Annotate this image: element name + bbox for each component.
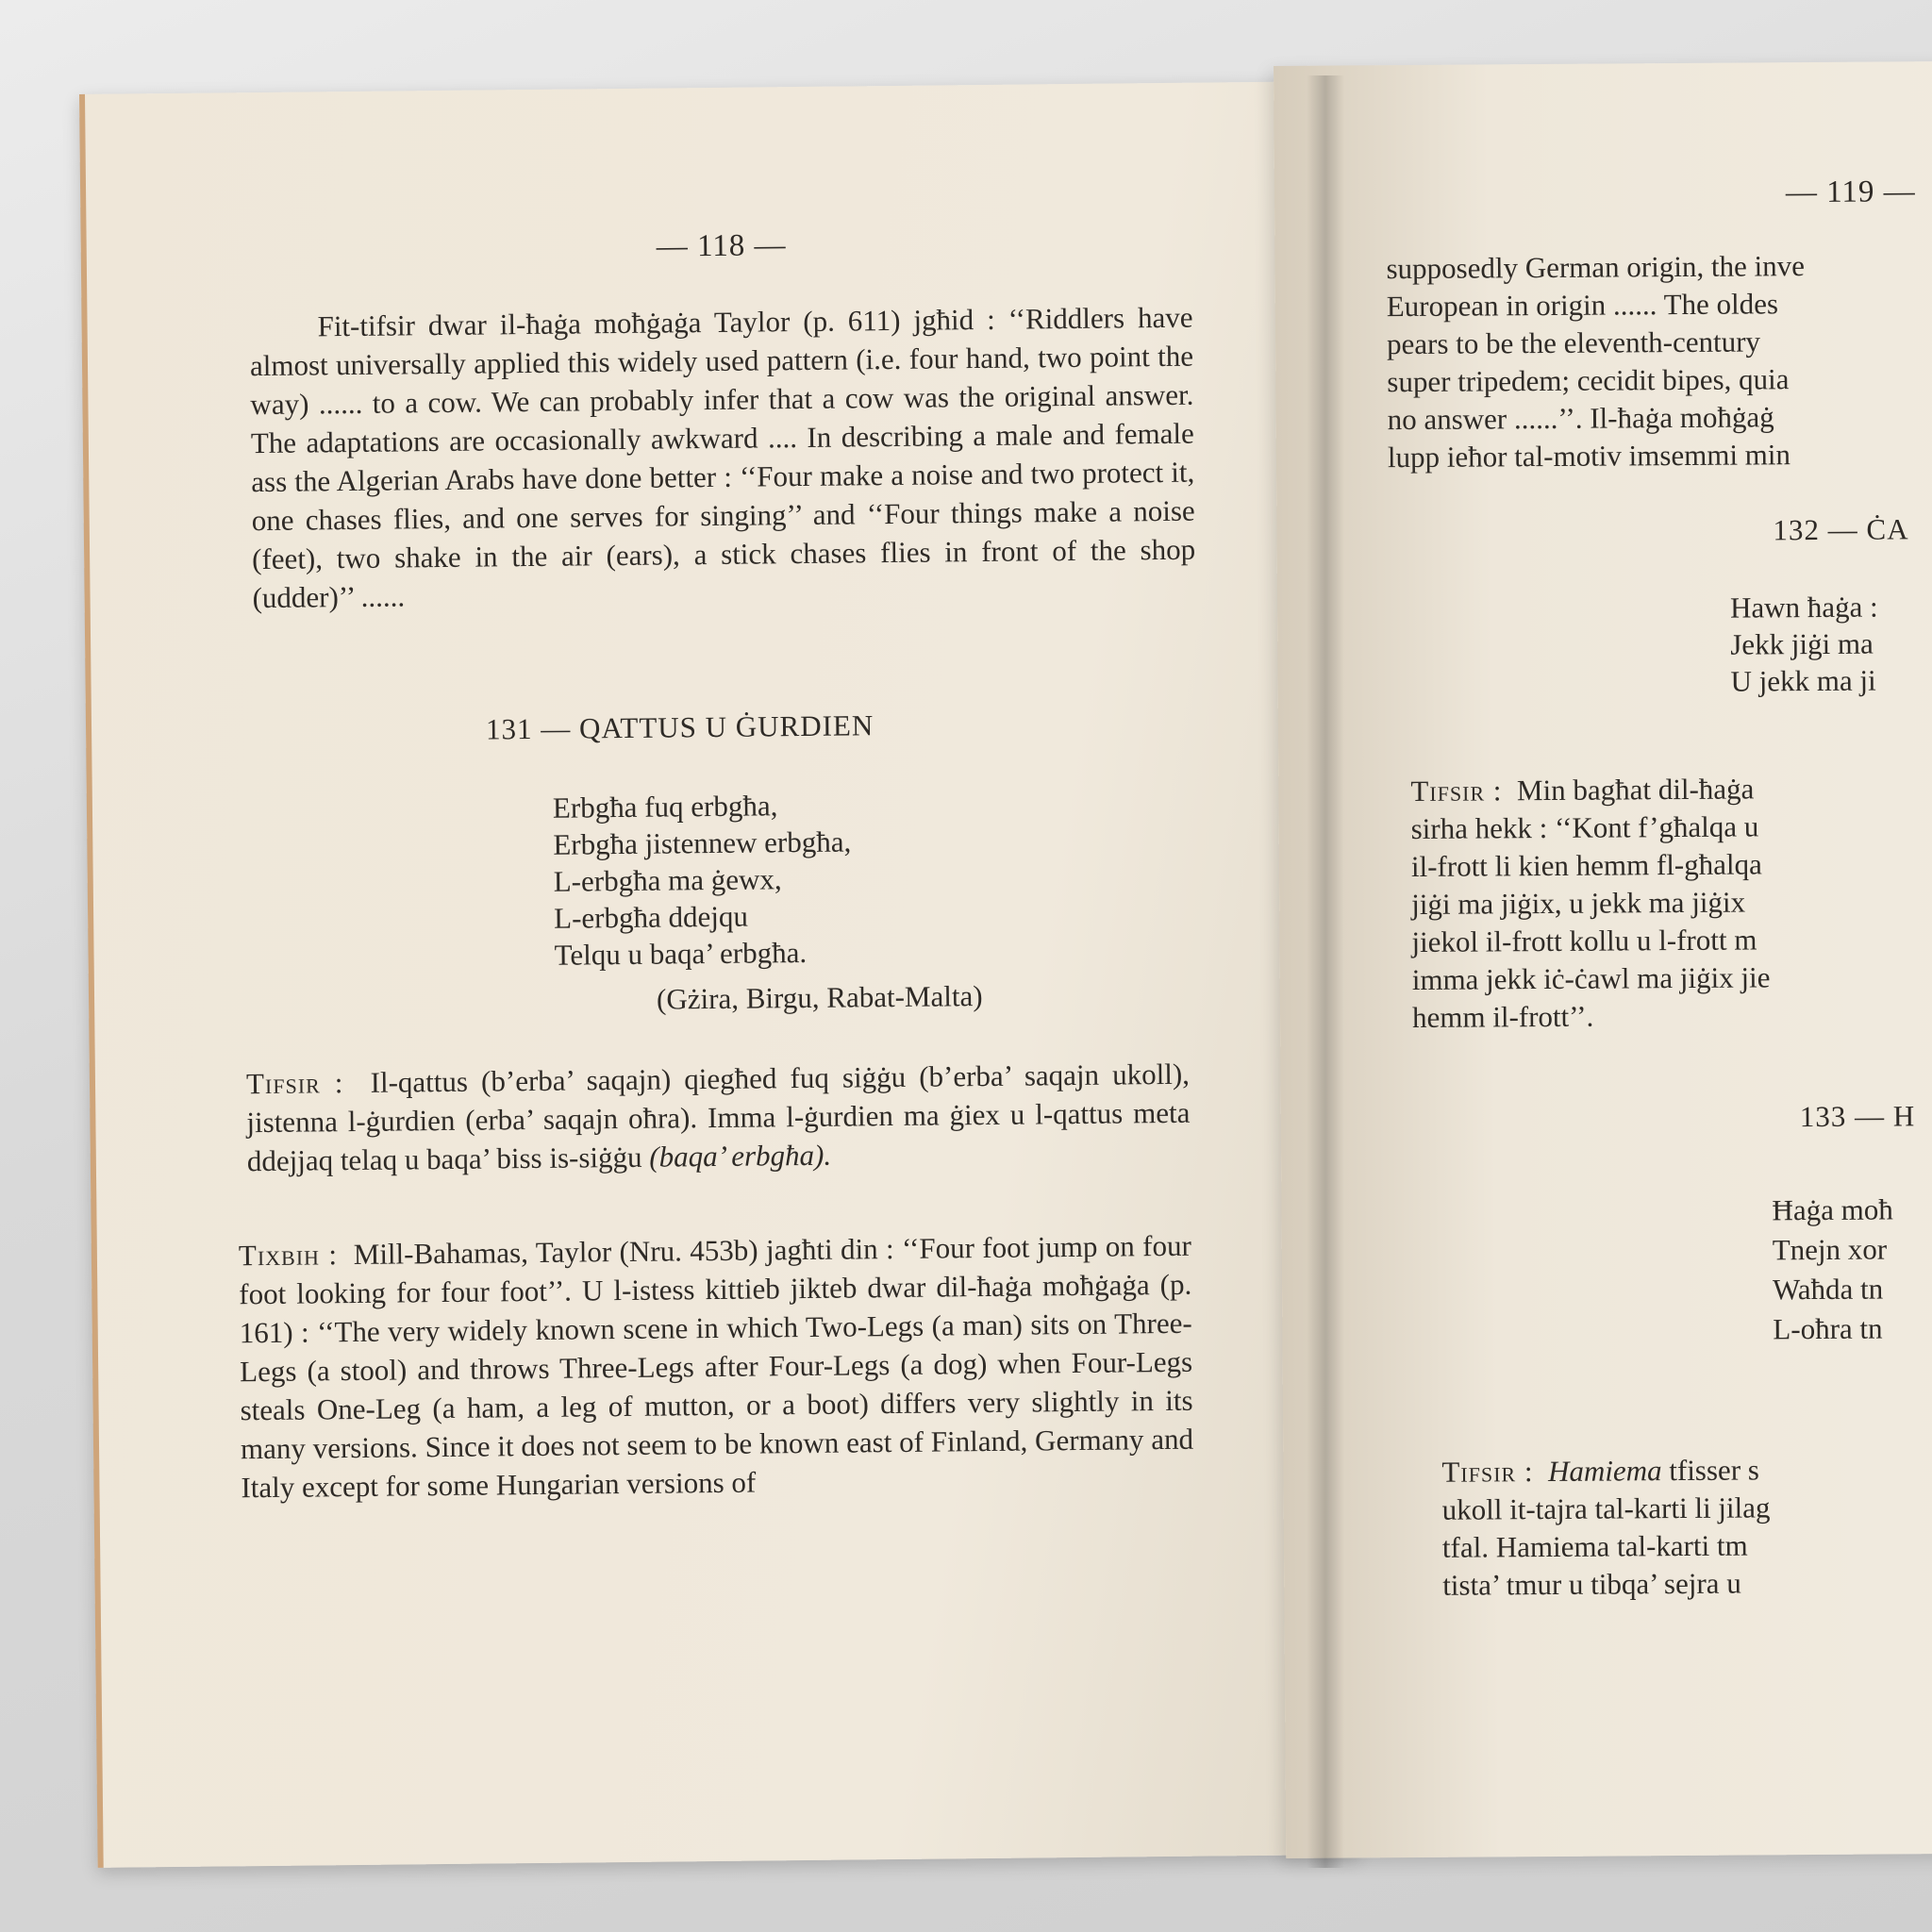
text-line (1410, 767, 1932, 810)
verse-line: Jekk jiġi ma (1730, 626, 1874, 661)
verse-line: L-erbgħa ddejqu (553, 899, 749, 935)
verse-line: Tnejn xor (1772, 1232, 1888, 1267)
text-line: European in origin ...... The oldes (1386, 287, 1779, 324)
verse-line: L-oħra tn (1773, 1311, 1883, 1346)
text-line: hemm il-frott’’. (1411, 999, 1594, 1034)
verse-line: Erbgħa fuq erbgħa, (552, 789, 778, 824)
text-line: jiekol il-frott kollu u l-frott m (1411, 923, 1757, 958)
text-line: ukoll it-tajra tal-karti li jilag (1441, 1491, 1771, 1526)
tifsir-text: Il-qattus (b’erba’ saqajn) qiegħed fuq siġġu (b’erba’ saqajn ukoll), jistenna l-ġurdien (erba’ saqajn oħra). Imma l-ġurdien ma ġiex u l-qattus meta ddejjaq telaq u baqa’ biss is-siġġu (246, 1057, 1191, 1178)
tifsir-label: Tifsir : (1410, 774, 1503, 808)
tixbih-label: Tixbih : (238, 1238, 339, 1273)
tixbih-text: Mill-Bahamas, Taylor (Nru. 453b) jagħti din : ‘‘Four foot jump on four foot looking for four foot’’. U l-istess kittieb jikteb dwar dil-ħaġa moħġaġa (p. 161) : ‘‘The very widely known scene in which Two-Legs (a man) sits on Three-Legs (a stool) and throws Three-Legs after Four-Legs (a dog) when Four-Legs steals One-Leg (a ham, a leg of mutton, or a boot) differs very slightly in its many versions. Since it does not seem to be known east of Finland, Germany and Italy except for some Hungarian versions of (239, 1228, 1194, 1505)
tifsir-133-paragraph (1441, 1448, 1932, 1605)
tifsir-italic-word: Hamiema (1547, 1454, 1662, 1489)
book-gutter (1307, 75, 1344, 1868)
text-line: il-frott li kien hemm fl-għalqa (1410, 847, 1762, 884)
tixbih-paragraph (239, 1226, 1194, 1507)
left-page (79, 81, 1358, 1868)
page-number: — 119 — (1785, 175, 1916, 210)
text-line: sirha hekk : ‘‘Kont f’għalqa u (1410, 809, 1759, 846)
riddle-131-heading: 131 — QATTUS U ĠURDIEN (485, 708, 874, 746)
tifsir-label: Tifsir : (1441, 1455, 1534, 1489)
text-line: imma jekk iċ-ċawl ma jiġix jie (1411, 960, 1771, 996)
text-line (1441, 1448, 1932, 1491)
verse-line: Waħda tn (1772, 1272, 1884, 1307)
right-page (1274, 61, 1932, 1858)
tifsir-answer: (baqa’ erbgħa). (649, 1138, 832, 1174)
tifsir-text: Min bagħat dil-ħaġa (1516, 772, 1755, 808)
riddle-131-verse (553, 786, 853, 973)
riddle-132-verse (1730, 589, 1878, 700)
text-line: jiġi ma jiġix, u jekk ma jiġix (1411, 885, 1746, 922)
tifsir-132-paragraph (1410, 767, 1932, 1037)
text-line: no answer ......’’. Il-ħaġa moħġaġ (1387, 400, 1774, 437)
verse-line: Ħaġa moħ (1772, 1192, 1893, 1227)
riddle-131-source: (Gżira, Birgu, Rabat-Malta) (656, 979, 983, 1016)
text-line: supposedly German origin, the inve (1386, 249, 1806, 286)
riddle-133-heading: 133 — H (1799, 1099, 1916, 1134)
text-line: super tripedem; cecidit bipes, quia (1387, 362, 1790, 399)
page-number: — 118 — (656, 228, 787, 264)
tifsir-paragraph (246, 1055, 1191, 1180)
text-line: lupp ieħor tal-motiv imsemmi min (1387, 438, 1791, 475)
riddle-132-heading: 132 — ĊA (1773, 512, 1909, 547)
verse-line: L-erbgħa ma ġewx, (553, 862, 782, 898)
verse-line: Hawn ħaġa : (1729, 590, 1878, 625)
tifsir-text: tfisser s (1669, 1453, 1760, 1488)
verse-line: Erbgħa jistennew erbgħa, (553, 824, 852, 861)
continuation-paragraph (1386, 244, 1932, 476)
verse-line: Telqu u baqa’ erbgħa. (554, 935, 808, 972)
tifsir-label: Tifsir : (245, 1066, 344, 1101)
intro-paragraph: Fit-tifsir dwar il-ħaġa moħġaġa Taylor (p. 611) jgħid : ‘‘Riddlers have almost universally applied this widely used pattern (i.e. four hand, two point the way) ...... to a cow. We can probably infer that a cow was the original answer. The adaptations are occasionally awkward .... In describing a male and female ass the Algerian Arabs have done better : ‘‘Four make a noise and two protect it, one chases flies, and one serves for singing’’ and ‘‘Four things make a noise (feet), two shake in the air (ears), a stick chases flies in front of the shop (udder)’’ ...... (249, 300, 1196, 615)
text-line: tista’ tmur u tibqa’ sejra u (1442, 1566, 1741, 1602)
riddle-133-verse (1772, 1190, 1893, 1349)
verse-line: U jekk ma ji (1730, 663, 1876, 698)
text-line: pears to be the eleventh-century (1386, 325, 1761, 361)
text-line: tfal. Hamiema tal-karti tm (1441, 1528, 1748, 1564)
